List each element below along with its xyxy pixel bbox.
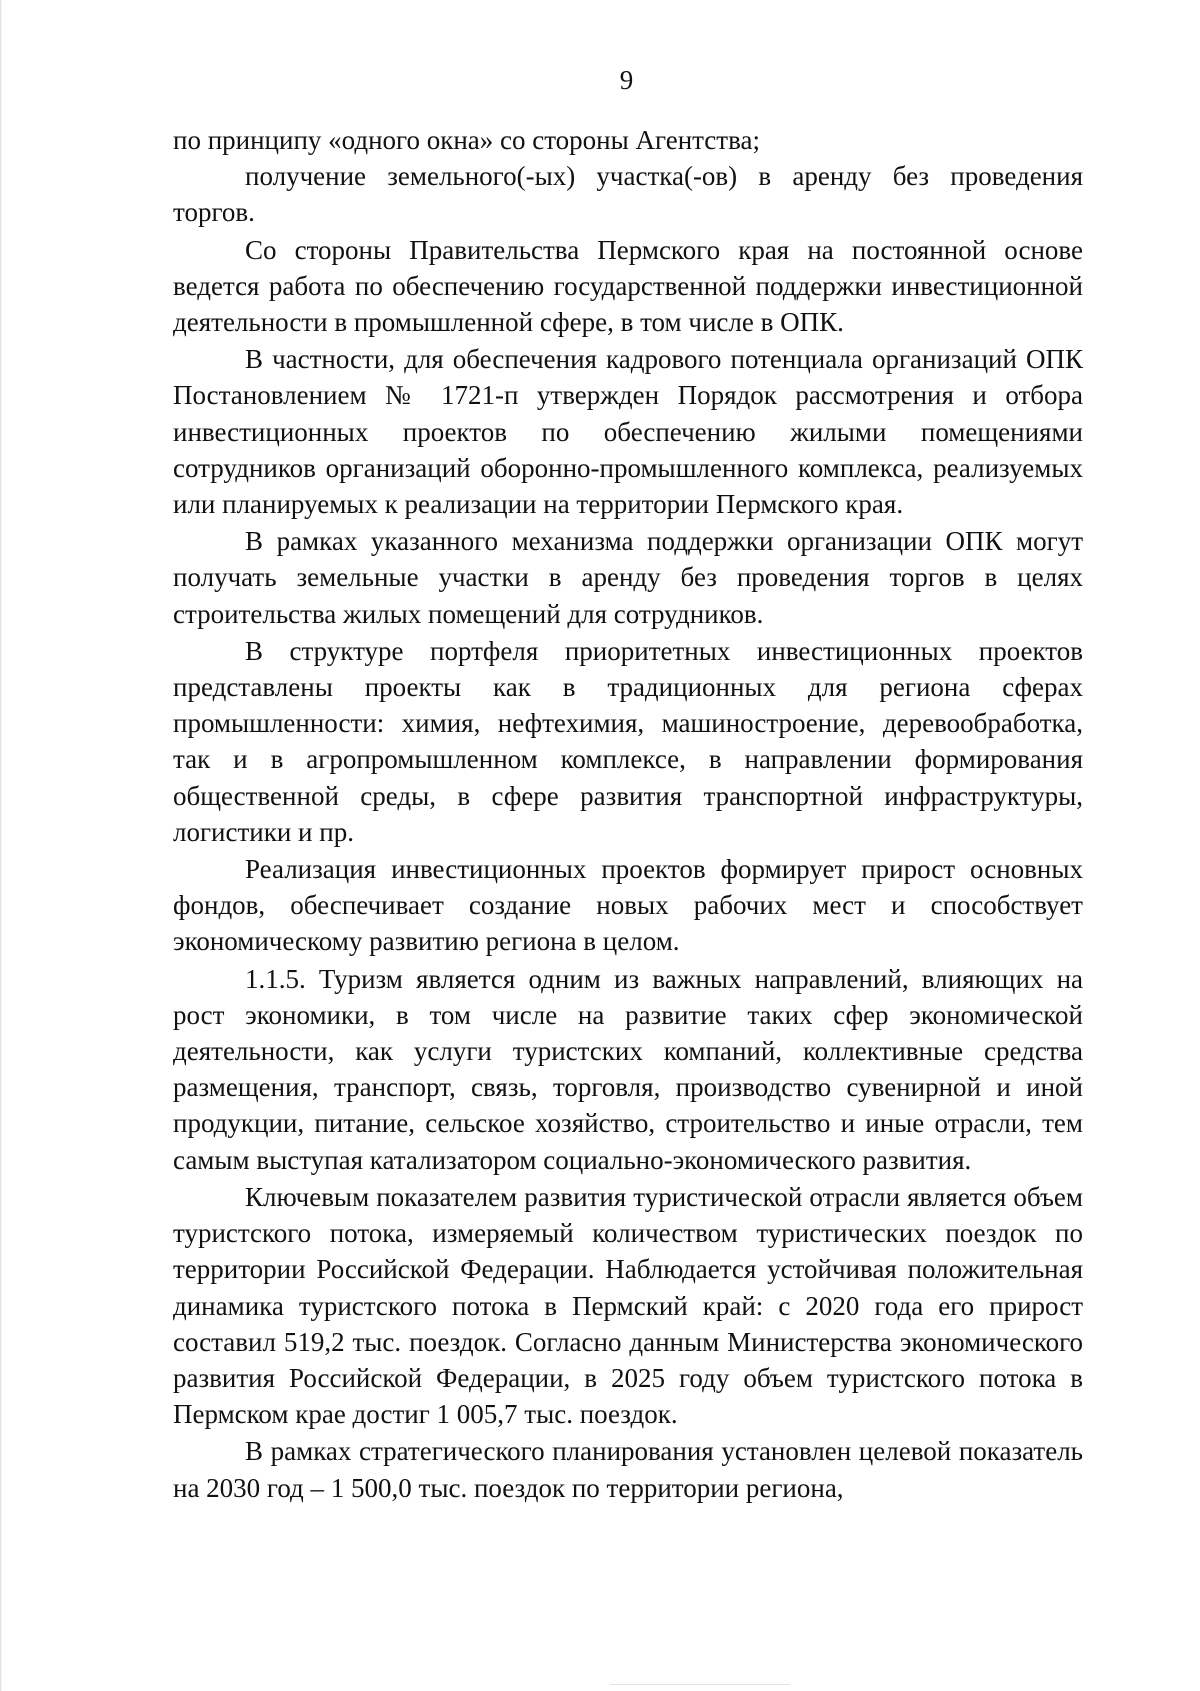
scan-bottom-mark xyxy=(610,1684,790,1685)
paragraph-portfolio: В структуре портфеля приоритетных инвестиционных проектов представлены проекты как в традиционных для региона сферах промышленности: химия, нефтехимия, машиностроение, деревообработка, так и в агропромышленном комплексе, в направлении формирования общественной среды, в сфере развития транспортной инфраструктуры, логистики и пр. xyxy=(173,635,1083,847)
paragraph-government-support: Со стороны Правительства Пермского края на постоянной основе ведется работа по обеспечению государственной поддержки инвестиционной деятельности в промышленной сфере, в том числе в ОПК. xyxy=(173,234,1083,338)
paragraph-tourist-flow: Ключевым показателем развития туристической отрасли является объем туристского потока, измеряемый количеством туристических поездок по территории Российской Федерации. Наблюдается устойчивая положительная динамика туристского потока в Пермский край: с 2020 года его прирост составил 519,2 тыс. поездок. Согласно данным Министерства экономического развития Российской Федерации, в 2025 году объем туристского потока в Пермском крае достиг 1 005,7 тыс. поездок. xyxy=(173,1181,1083,1430)
paragraph-investment-results: Реализация инвестиционных проектов формирует прирост основных фондов, обеспечивает создание новых рабочих мест и способствует экономическому развитию региона в целом. xyxy=(173,854,1083,957)
paragraph-tourism: 1.1.5. Туризм является одним из важных направлений, влияющих на рост экономики, в том числе на развитие таких сфер экономической деятельности, как услуги туристских компаний, коллективные средства размещения, транспорт, связь, торговля, производство сувенирной и иной продукции, питание, сельское хозяйство, строительство и иные отрасли, тем самым выступая катализатором социально-экономического развития. xyxy=(173,963,1083,1175)
paragraph-land-lease: получение земельного(-ых) участка(-ов) в аренду без проведения торгов. xyxy=(173,161,1083,228)
paragraph-strategic-target: В рамках стратегического планирования установлен целевой показатель на 2030 год – 1 500,0 тыс. поездок по территории региона, xyxy=(173,1436,1083,1503)
page-number: 9 xyxy=(619,65,634,95)
paragraph-opk-housing: В частности, для обеспечения кадрового потенциала организаций ОПК Постановлением № 1721-п утвержден Порядок рассмотрения и отбора инвестиционных проектов по обеспечению жилыми помещениями сотрудников организаций оборонно-промышленного комплекса, реализуемых или планируемых к реализации на территории Пермского края. xyxy=(173,344,1083,520)
scan-edge-shadow xyxy=(0,0,2,1691)
document-body xyxy=(173,122,1083,1506)
paragraph-land-plots: В рамках указанного механизма поддержки организации ОПК могут получать земельные участки в аренду без проведения торгов в целях строительства жилых помещений для сотрудников. xyxy=(173,526,1083,629)
paragraph-one-window: по принципу «одного окна» со стороны Агентства; xyxy=(173,125,760,155)
